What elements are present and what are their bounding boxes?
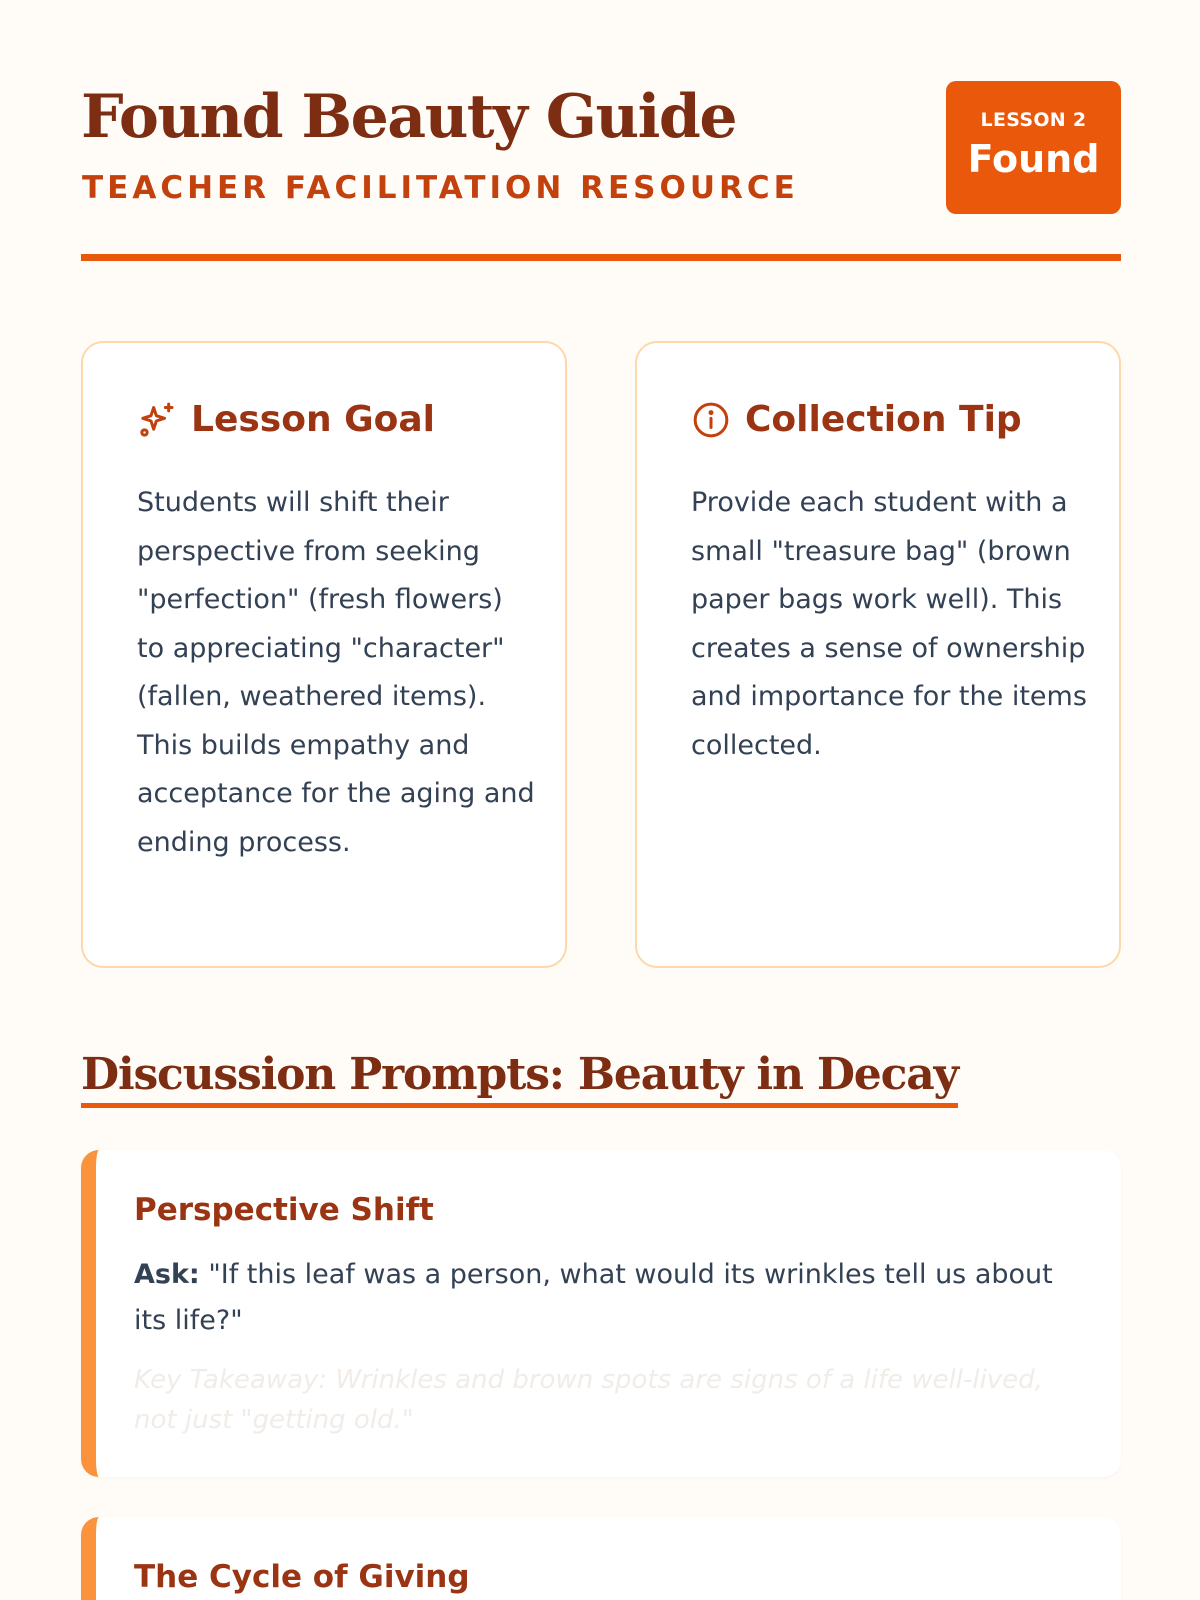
- prompt-title: The Cycle of Giving: [134, 1559, 470, 1595]
- lesson-goal-card: [81, 341, 567, 968]
- card-header: [691, 399, 1022, 440]
- page-title: Found Beauty Guide: [81, 82, 737, 152]
- discussion-prompt: [81, 1517, 1121, 1600]
- lesson-name: Found: [967, 137, 1100, 181]
- guide-page: [81, 0, 1121, 1595]
- lesson-number: LESSON 2: [980, 109, 1087, 131]
- page-subtitle: TEACHER FACILITATION RESOURCE: [82, 170, 799, 206]
- card-title: Collection Tip: [745, 399, 1022, 440]
- header-divider: [81, 254, 1121, 261]
- info-circle-icon: [691, 400, 731, 440]
- prompt-question: [134, 1252, 1084, 1344]
- card-title: Lesson Goal: [191, 399, 436, 440]
- info-cards: [81, 341, 1121, 968]
- collection-tip-card: [635, 341, 1121, 968]
- ask-label: Ask:: [134, 1259, 200, 1290]
- discussion-prompt: [81, 1150, 1121, 1477]
- card-header: [137, 399, 435, 440]
- card-body: Provide each student with a small "treasure bag" (brown paper bags work well). This creates a sense of ownership and importance for the items collected.: [691, 487, 1087, 761]
- prompt-takeaway: Key Takeaway: Wrinkles and brown spots are signs of a life well-lived, not just "getting old.": [134, 1365, 1043, 1435]
- prompt-title: Perspective Shift: [134, 1192, 434, 1228]
- lesson-badge: [946, 81, 1121, 214]
- section-heading: Discussion Prompts: Beauty in Decay: [81, 1050, 958, 1108]
- sparkles-icon: [137, 400, 177, 440]
- page-header: [81, 0, 1121, 262]
- card-body: Students will shift their perspective from seeking "perfection" (fresh flowers) to appreciating "character" (fallen, weathered items). This builds empathy and acceptance for the aging and ending process.: [137, 487, 535, 858]
- ask-text: "If this leaf was a person, what would its wrinkles tell us about its life?": [134, 1259, 1053, 1336]
